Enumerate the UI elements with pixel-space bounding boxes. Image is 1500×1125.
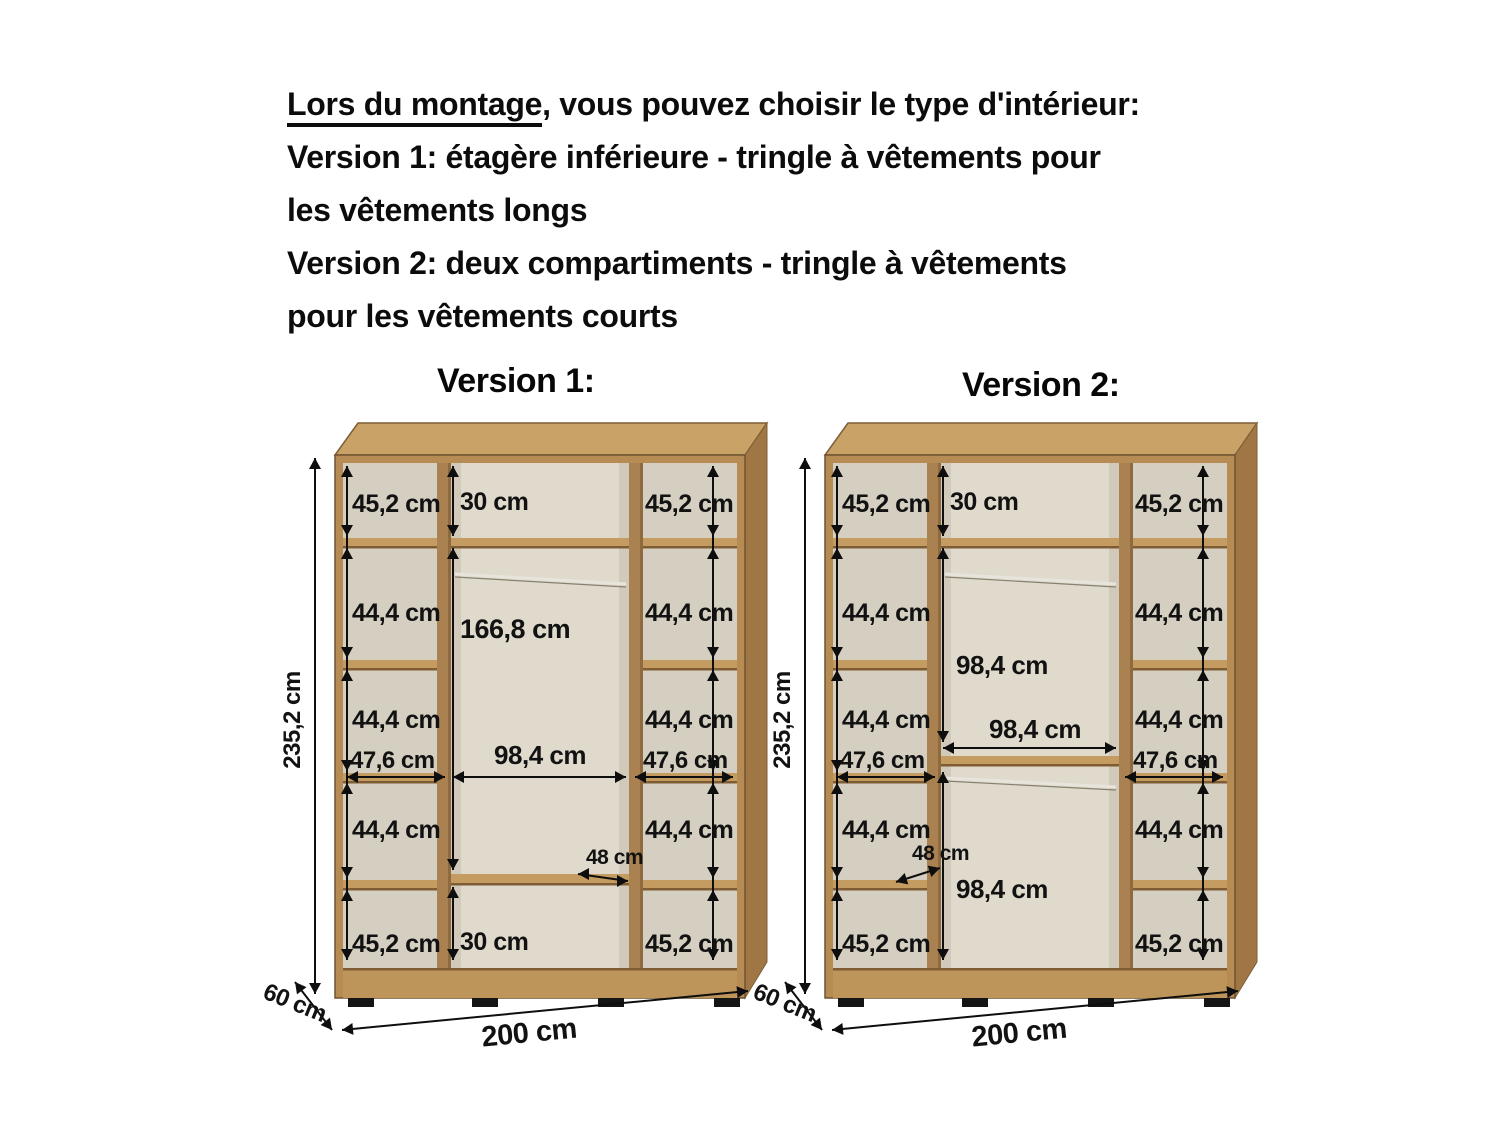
v1-left-c4-label: 44,4 cm (352, 816, 441, 844)
v1-left-c5-label: 45,2 cm (352, 930, 441, 958)
cabinet-feet-v2 (838, 998, 1230, 1007)
v2-mid-top-label: 30 cm (950, 488, 1019, 516)
v1-left-shelf-width-label: 47,6 cm (350, 747, 435, 774)
assembly-note (287, 78, 1277, 343)
version1-diagram-title: Version 1: (437, 362, 595, 400)
version2-diagram-title: Version 2: (962, 366, 1120, 404)
v2-height-label: 235,2 cm (769, 671, 796, 769)
v2-left-c3-label: 44,4 cm (842, 706, 931, 734)
v1-right-shelf-width-label: 47,6 cm (643, 747, 728, 774)
v2-left-shelf-width-label: 47,6 cm (840, 747, 925, 774)
v2-right-c3-label: 44,4 cm (1135, 706, 1224, 734)
wardrobe-diagram-version-2 (740, 390, 1270, 1090)
v2-right-shelf-width-label: 47,6 cm (1133, 747, 1218, 774)
v2-mid-upper-label: 98,4 cm (956, 650, 1048, 680)
v1-right-c5-label: 45,2 cm (645, 930, 734, 958)
v1-left-c3-label: 44,4 cm (352, 706, 441, 734)
v1-left-c2-label: 44,4 cm (352, 599, 441, 627)
v2-left-c5-label: 45,2 cm (842, 930, 931, 958)
version2-description-line2: pour les vêtements courts (287, 298, 678, 334)
v2-depth-label: 60 cm (749, 978, 821, 1028)
v1-mid-width-label: 98,4 cm (494, 740, 586, 770)
v1-width-label: 200 cm (480, 1012, 579, 1054)
version1-description-line2: les vêtements longs (287, 192, 588, 228)
v1-mid-hanging-label: 166,8 cm (460, 614, 571, 644)
v2-mid-width-label: 98,4 cm (989, 714, 1081, 744)
v2-right-c5-label: 45,2 cm (1135, 930, 1224, 958)
wardrobe-diagram-version-1 (250, 390, 780, 1090)
v2-left-c4-label: 44,4 cm (842, 816, 931, 844)
assembly-note-rest: , vous pouvez choisir le type d'intérieur: (542, 86, 1140, 122)
version1-description-line1: Version 1: étagère inférieure - tringle à vêtements pour (287, 139, 1101, 175)
v1-mid-shelf-depth-label: 48 cm (586, 846, 644, 869)
version2-description-line1: Version 2: deux compartiments - tringle à vêtements (287, 245, 1067, 281)
v2-width-label: 200 cm (970, 1012, 1069, 1054)
v1-mid-top-label: 30 cm (460, 488, 529, 516)
v2-mid-lower-label: 98,4 cm (956, 874, 1048, 904)
v2-right-c4-label: 44,4 cm (1135, 816, 1224, 844)
v1-right-c1-label: 45,2 cm (645, 490, 734, 518)
cabinet-feet-v1 (348, 998, 740, 1007)
v2-right-c1-label: 45,2 cm (1135, 490, 1224, 518)
v2-left-c1-label: 45,2 cm (842, 490, 931, 518)
v2-right-c2-label: 44,4 cm (1135, 599, 1224, 627)
v1-right-c3-label: 44,4 cm (645, 706, 734, 734)
v2-left-c2-label: 44,4 cm (842, 599, 931, 627)
assembly-note-underlined: Lors du montage (287, 86, 542, 127)
v1-right-c2-label: 44,4 cm (645, 599, 734, 627)
v1-depth-label: 60 cm (259, 978, 331, 1028)
v1-left-c1-label: 45,2 cm (352, 490, 441, 518)
v1-mid-bottom-label: 30 cm (460, 928, 529, 956)
v1-height-label: 235,2 cm (279, 671, 306, 769)
v2-mid-shelf-depth-label: 48 cm (912, 842, 970, 865)
assembly-note-line1 (287, 78, 1277, 131)
v1-right-c4-label: 44,4 cm (645, 816, 734, 844)
